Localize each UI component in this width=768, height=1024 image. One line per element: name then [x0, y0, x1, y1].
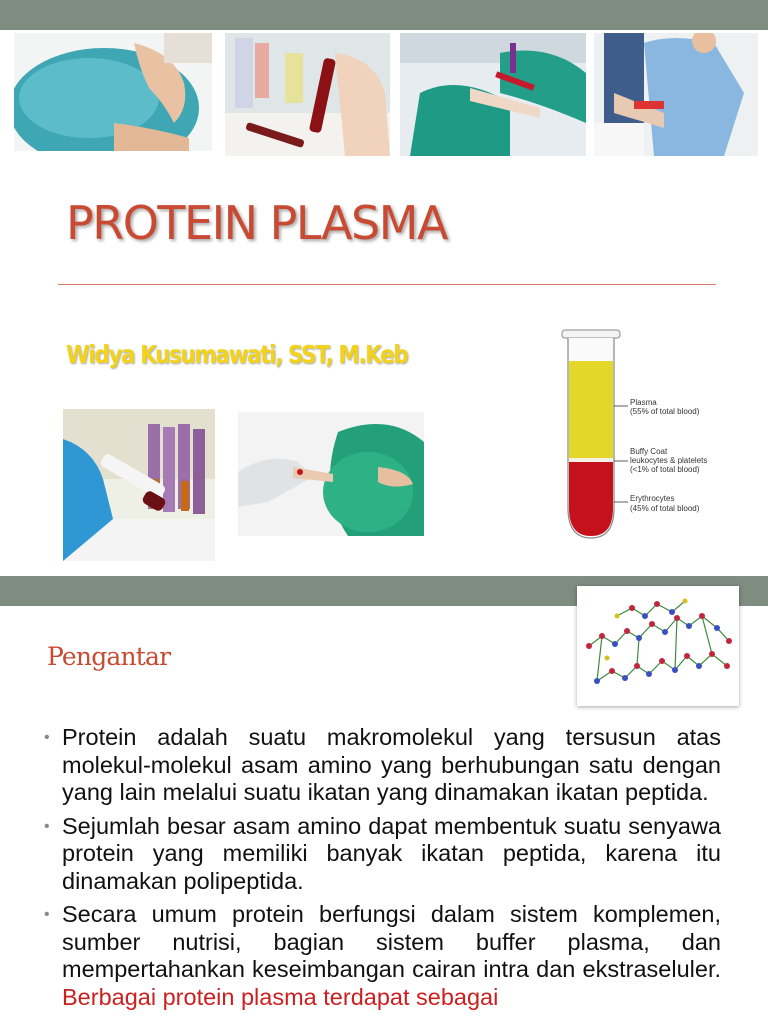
section-heading: Pengantar — [47, 642, 171, 671]
slide-title: PROTEIN PLASMA — [66, 196, 447, 250]
title-divider — [58, 284, 716, 285]
author-name: Widya Kusumawati, SST, M.Keb — [66, 340, 408, 369]
bullet-text: Sejumlah besar asam amino dapat membentuk suatu senyawa protein yang memiliki banyak ikatan peptida, karena itu dinamakan polipeptida. — [62, 812, 721, 894]
erythrocytes-percentage: (45% of total blood) — [630, 504, 700, 513]
buffy-coat-label: Buffy Coat — [630, 447, 668, 456]
bullet-item — [44, 813, 721, 896]
pregnant-belly-photo — [14, 33, 212, 151]
buffy-coat-layer — [569, 458, 613, 462]
plasma-layer — [569, 361, 613, 458]
buffy-coat-percentage: (<1% of total blood) — [630, 465, 700, 474]
protein-molecule-image — [577, 586, 739, 706]
blood-composition-diagram — [548, 328, 748, 544]
plasma-percentage: (55% of total blood) — [630, 407, 700, 416]
bullet-icon: • — [44, 729, 50, 746]
bullet-icon: • — [44, 817, 50, 835]
bullet-text: Protein adalah suatu makromolekul yang tersusun atas molekul-molekul asam amino yang berhubungan satu dengan yang lain melalui suatu ikatan yang dinamakan ikatan peptida. — [62, 724, 721, 805]
hiv-test-tube-photo — [63, 409, 215, 561]
bullet-item — [44, 901, 721, 1011]
patient-blood-draw-photo — [594, 33, 758, 156]
buffy-coat-sub1: leukocytes & platelets — [630, 456, 708, 465]
blood-tube-lab-photo — [225, 33, 390, 156]
erythrocyte-layer — [569, 462, 613, 536]
bullet-list — [44, 724, 721, 1017]
blood-draw-gloves-photo — [400, 33, 586, 156]
erythrocytes-label: Erythrocytes — [630, 494, 675, 503]
pregnant-finger-prick-photo — [238, 412, 424, 536]
tube-rim — [562, 330, 620, 338]
bullet-item — [44, 724, 721, 807]
bullet-text: Secara umum protein berfungsi dalam sistem komplemen, sumber nutrisi, bagian sistem buffer plasma, dan mempertahankan keseimbangan cairan intra dan ekstraseluler. — [62, 901, 721, 982]
intro-slide — [0, 576, 768, 1024]
slide-top-bar — [0, 0, 768, 30]
highlighted-text: Berbagai protein plasma terdapat sebagai — [62, 983, 499, 1010]
bullet-icon: • — [44, 906, 50, 923]
plasma-label: Plasma — [630, 398, 657, 407]
